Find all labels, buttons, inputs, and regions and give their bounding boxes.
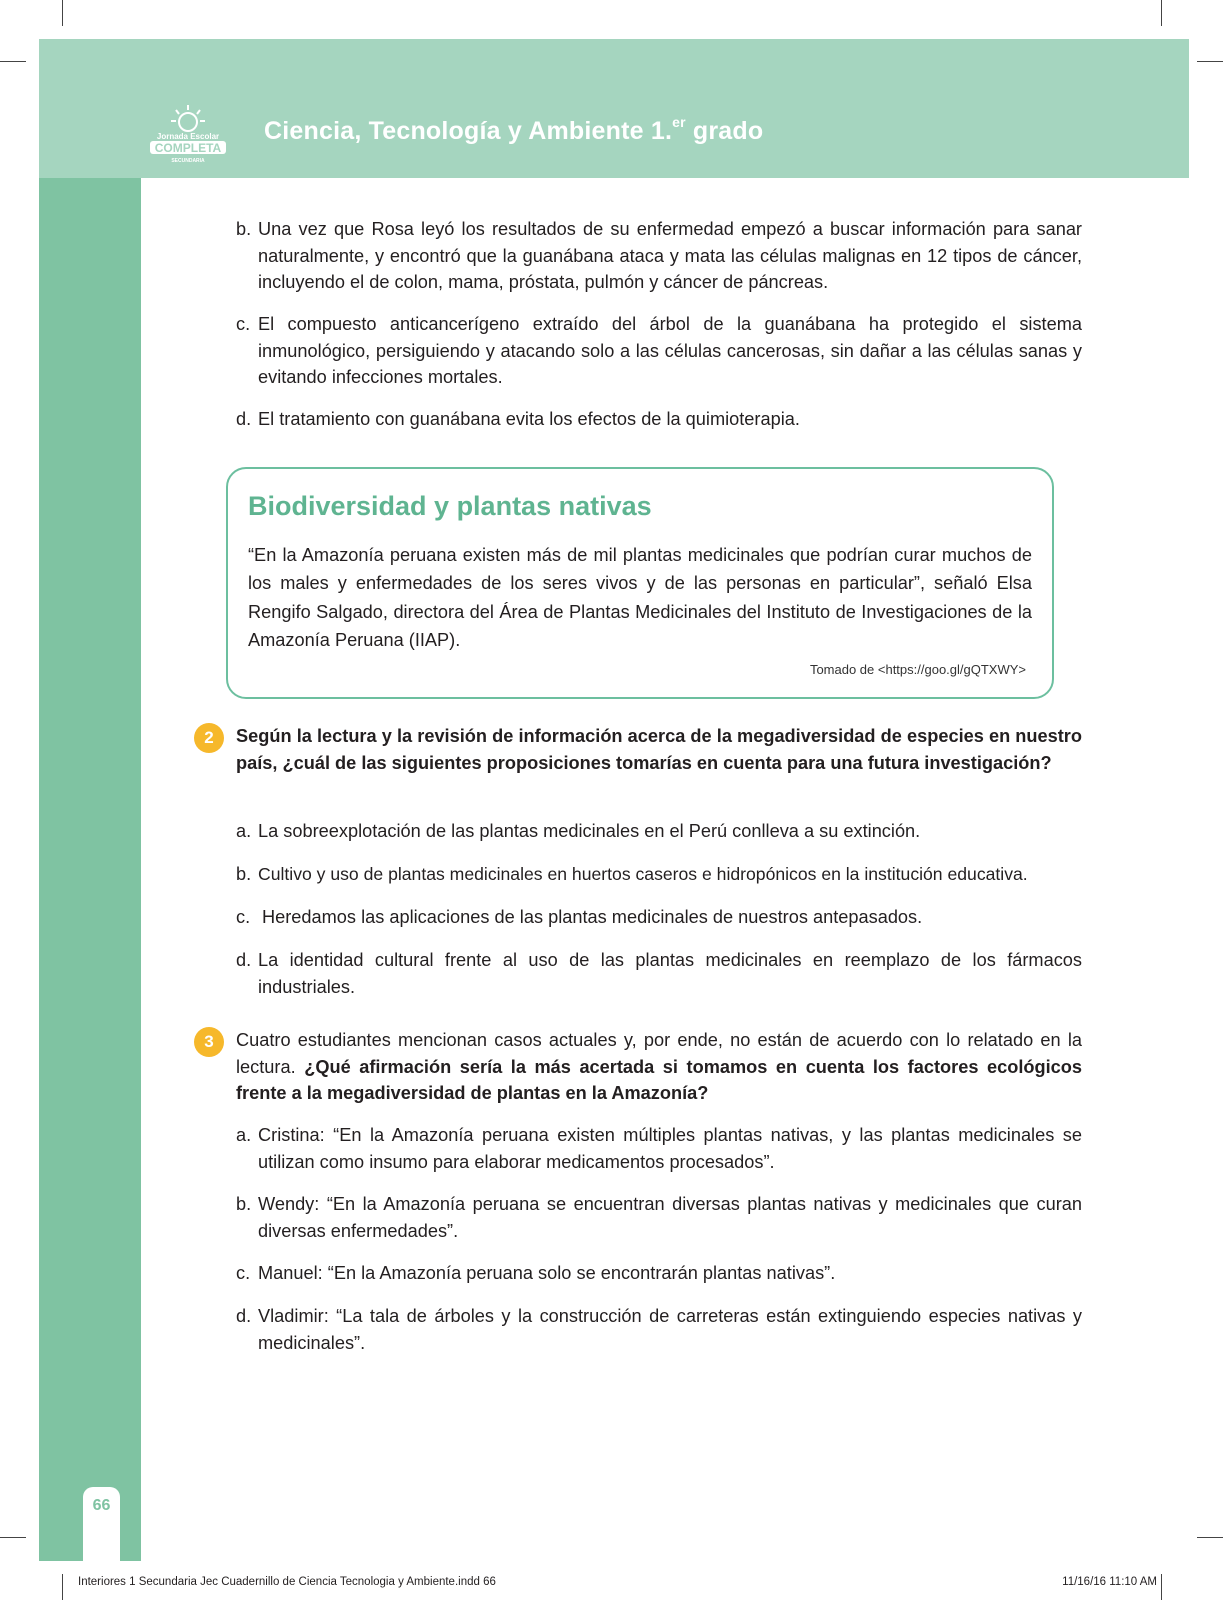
crop-mark [1161, 0, 1162, 26]
q3-option-c: c. Manuel: “En la Amazonía peruana solo se encontrarán plantas nativas”. [236, 1263, 836, 1283]
question-number-badge: 2 [194, 723, 224, 753]
option-b: b. Una vez que Rosa leyó los resultados de su enfermedad empezó a buscar información para sanar naturalmente, y encontró que la guanábana ataca y mata las células malignas en 12 tipos de cáncer, incluyendo el de colon, mama, próstata, pulmón y cáncer de páncreas. [236, 219, 1082, 292]
question-number-badge: 3 [194, 1027, 224, 1057]
crop-mark [1161, 1574, 1162, 1600]
crop-mark [1197, 1537, 1223, 1538]
q3-option-a: a. Cristina: “En la Amazonía peruana existen múltiples plantas nativas, y las plantas medicinales se utilizan como insumo para elaborar medicamentos procesados”. [236, 1125, 1082, 1172]
page-number: 66 [92, 1497, 111, 1514]
q2-option-d: d. La identidad cultural frente al uso de las plantas medicinales en reemplazo de los fármacos industriales. [236, 950, 1082, 997]
question-3-text: Cuatro estudiantes mencionan casos actuales y, por ende, no están de acuerdo con lo relatado en la lectura. ¿Qué afirmación sería la más acertada si tomamos en cuenta los factores ecológicos frente a la megadiversidad de plantas en la Amazonía? [236, 1030, 1082, 1103]
option-d: d. El tratamiento con guanábana evita los efectos de la quimioterapia. [236, 409, 800, 429]
q3-option-b: b. Wendy: “En la Amazonía peruana se encuentran diversas plantas nativas y medicinales que curan diversas enfermedades”. [236, 1194, 1082, 1241]
side-band [39, 178, 141, 1561]
info-box [226, 467, 1054, 699]
svg-text:SECUNDARIA: SECUNDARIA [171, 158, 205, 164]
page-header [39, 39, 1189, 178]
q3-option-d: d. Vladimir: “La tala de árboles y la construcción de carreteras están extinguiendo especies nativas y medicinales”. [236, 1306, 1082, 1353]
jornada-escolar-completa-logo [145, 101, 231, 165]
q2-option-c: c. Heredamos las aplicaciones de las plantas medicinales de nuestros antepasados. [236, 907, 923, 927]
option-c: c. El compuesto anticancerígeno extraído del árbol de la guanábana ha protegido el sistema inmunológico, persiguiendo y atacando solo a las células cancerosas, sin dañar a las células sanas y evitando infecciones mortales. [236, 314, 1082, 387]
book-title: Ciencia, Tecnología y Ambiente 1.$^{er}$ grado [264, 114, 764, 145]
info-box-title: Biodiversidad y plantas nativas [248, 491, 652, 521]
footer-date: 11/16/16 11:10 AM [1062, 1576, 1157, 1588]
info-box-source: Tomado de <https://goo.gl/gQTXWY> [809, 662, 1026, 677]
crop-mark [1197, 61, 1223, 62]
q2-option-a: a. La sobreexplotación de las plantas medicinales en el Perú conlleva a su extinción. [236, 821, 921, 841]
question-2-text: Según la lectura y la revisión de información acerca de la megadiversidad de especies en nuestro país, ¿cuál de las siguientes proposiciones tomarías en cuenta para una futura investigación? [236, 726, 1082, 773]
footer-file-slug: Interiores 1 Secundaria Jec Cuadernillo de Ciencia Tecnologia y Ambiente.indd 66 [78, 1576, 496, 1588]
crop-mark [62, 0, 63, 26]
svg-text:Jornada Escolar: Jornada Escolar [156, 132, 220, 141]
crop-mark [62, 1574, 63, 1600]
svg-text:COMPLETA: COMPLETA [154, 141, 222, 155]
crop-mark [0, 1537, 26, 1538]
q2-option-b: b. Cultivo y uso de plantas medicinales en huertos caseros e hidropónicos en la institución educativa. [236, 864, 1028, 884]
crop-mark [0, 61, 26, 62]
info-box-quote: “En la Amazonía peruana existen más de mil plantas medicinales que podrían curar muchos de los males y enfermedades de los seres vivos y de las personas en particular”, señaló Elsa Rengifo Salgado, directora del Área de Plantas Medicinales del Instituto de Investigaciones de la Amazonía Peruana (IIAP). [248, 545, 1032, 650]
